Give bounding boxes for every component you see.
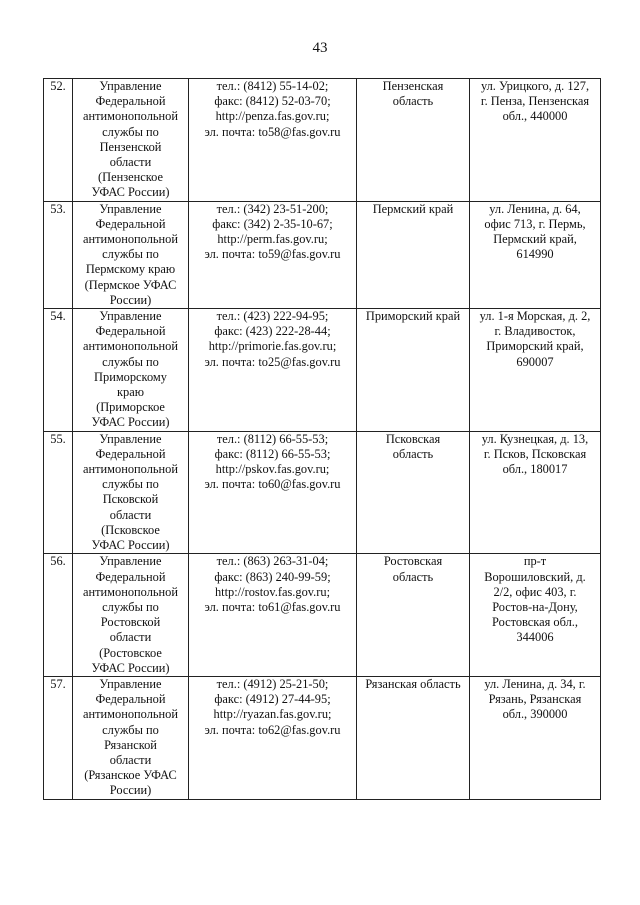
- address-cell: ул. Ленина, д. 34, г. Рязань, Рязанская обл., 390000: [470, 676, 601, 799]
- page-number: 43: [312, 40, 328, 56]
- region-cell: Рязанская область: [357, 676, 470, 799]
- contacts-cell: тел.: (863) 263-31-04; факс: (863) 240-99-59; http://rostov.fas.gov.ru; эл. почта: to61@fas.gov.ru: [189, 554, 357, 677]
- organization-cell: Управление Федеральной антимонопольной службы по Пермскому краю (Пермское УФАС России): [73, 201, 189, 308]
- row-number: 54.: [44, 309, 73, 432]
- organization-cell: Управление Федеральной антимонопольной службы по Рязанской области (Рязанское УФАС России): [73, 676, 189, 799]
- table-row: [44, 79, 601, 202]
- organization-cell: Управление Федеральной антимонопольной службы по Ростовской области (Ростовское УФАС России): [73, 554, 189, 677]
- organization-cell: Управление Федеральной антимонопольной службы по Пензенской области (Пензенское УФАС России): [73, 79, 189, 202]
- table-row: [44, 201, 601, 308]
- contacts-cell: тел.: (4912) 25-21-50; факс: (4912) 27-44-95; http://ryazan.fas.gov.ru; эл. почта: to62@fas.gov.ru: [189, 676, 357, 799]
- organization-cell: Управление Федеральной антимонопольной службы по Псковской области (Псковское УФАС России): [73, 431, 189, 554]
- contacts-cell: тел.: (8112) 66-55-53; факс: (8112) 66-55-53; http://pskov.fas.gov.ru; эл. почта: to60@fas.gov.ru: [189, 431, 357, 554]
- contacts-cell: тел.: (342) 23-51-200; факс: (342) 2-35-10-67; http://perm.fas.gov.ru; эл. почта: to59@fas.gov.ru: [189, 201, 357, 308]
- region-cell: Псковская область: [357, 431, 470, 554]
- fas-offices-table: [43, 78, 601, 800]
- address-cell: ул. 1-я Морская, д. 2, г. Владивосток, Приморский край, 690007: [470, 309, 601, 432]
- row-number: 57.: [44, 676, 73, 799]
- region-cell: Ростовская область: [357, 554, 470, 677]
- row-number: 56.: [44, 554, 73, 677]
- table-row: [44, 554, 601, 677]
- region-cell: Пермский край: [357, 201, 470, 308]
- contacts-cell: тел.: (423) 222-94-95; факс: (423) 222-28-44; http://primorie.fas.gov.ru; эл. почта: to25@fas.gov.ru: [189, 309, 357, 432]
- row-number: 52.: [44, 79, 73, 202]
- region-cell: Пензенская область: [357, 79, 470, 202]
- row-number: 53.: [44, 201, 73, 308]
- row-number: 55.: [44, 431, 73, 554]
- table-row: [44, 676, 601, 799]
- organization-cell: Управление Федеральной антимонопольной службы по Приморскому краю (Приморское УФАС России): [73, 309, 189, 432]
- table-row: [44, 431, 601, 554]
- address-cell: ул. Кузнецкая, д. 13, г. Псков, Псковская обл., 180017: [470, 431, 601, 554]
- address-cell: пр-т Ворошиловский, д. 2/2, офис 403, г. Ростов-на-Дону, Ростовская обл., 344006: [470, 554, 601, 677]
- address-cell: ул. Ленина, д. 64, офис 713, г. Пермь, Пермский край, 614990: [470, 201, 601, 308]
- table-row: [44, 309, 601, 432]
- region-cell: Приморский край: [357, 309, 470, 432]
- address-cell: ул. Урицкого, д. 127, г. Пенза, Пензенская обл., 440000: [470, 79, 601, 202]
- contacts-cell: тел.: (8412) 55-14-02; факс: (8412) 52-03-70; http://penza.fas.gov.ru; эл. почта: to58@fas.gov.ru: [189, 79, 357, 202]
